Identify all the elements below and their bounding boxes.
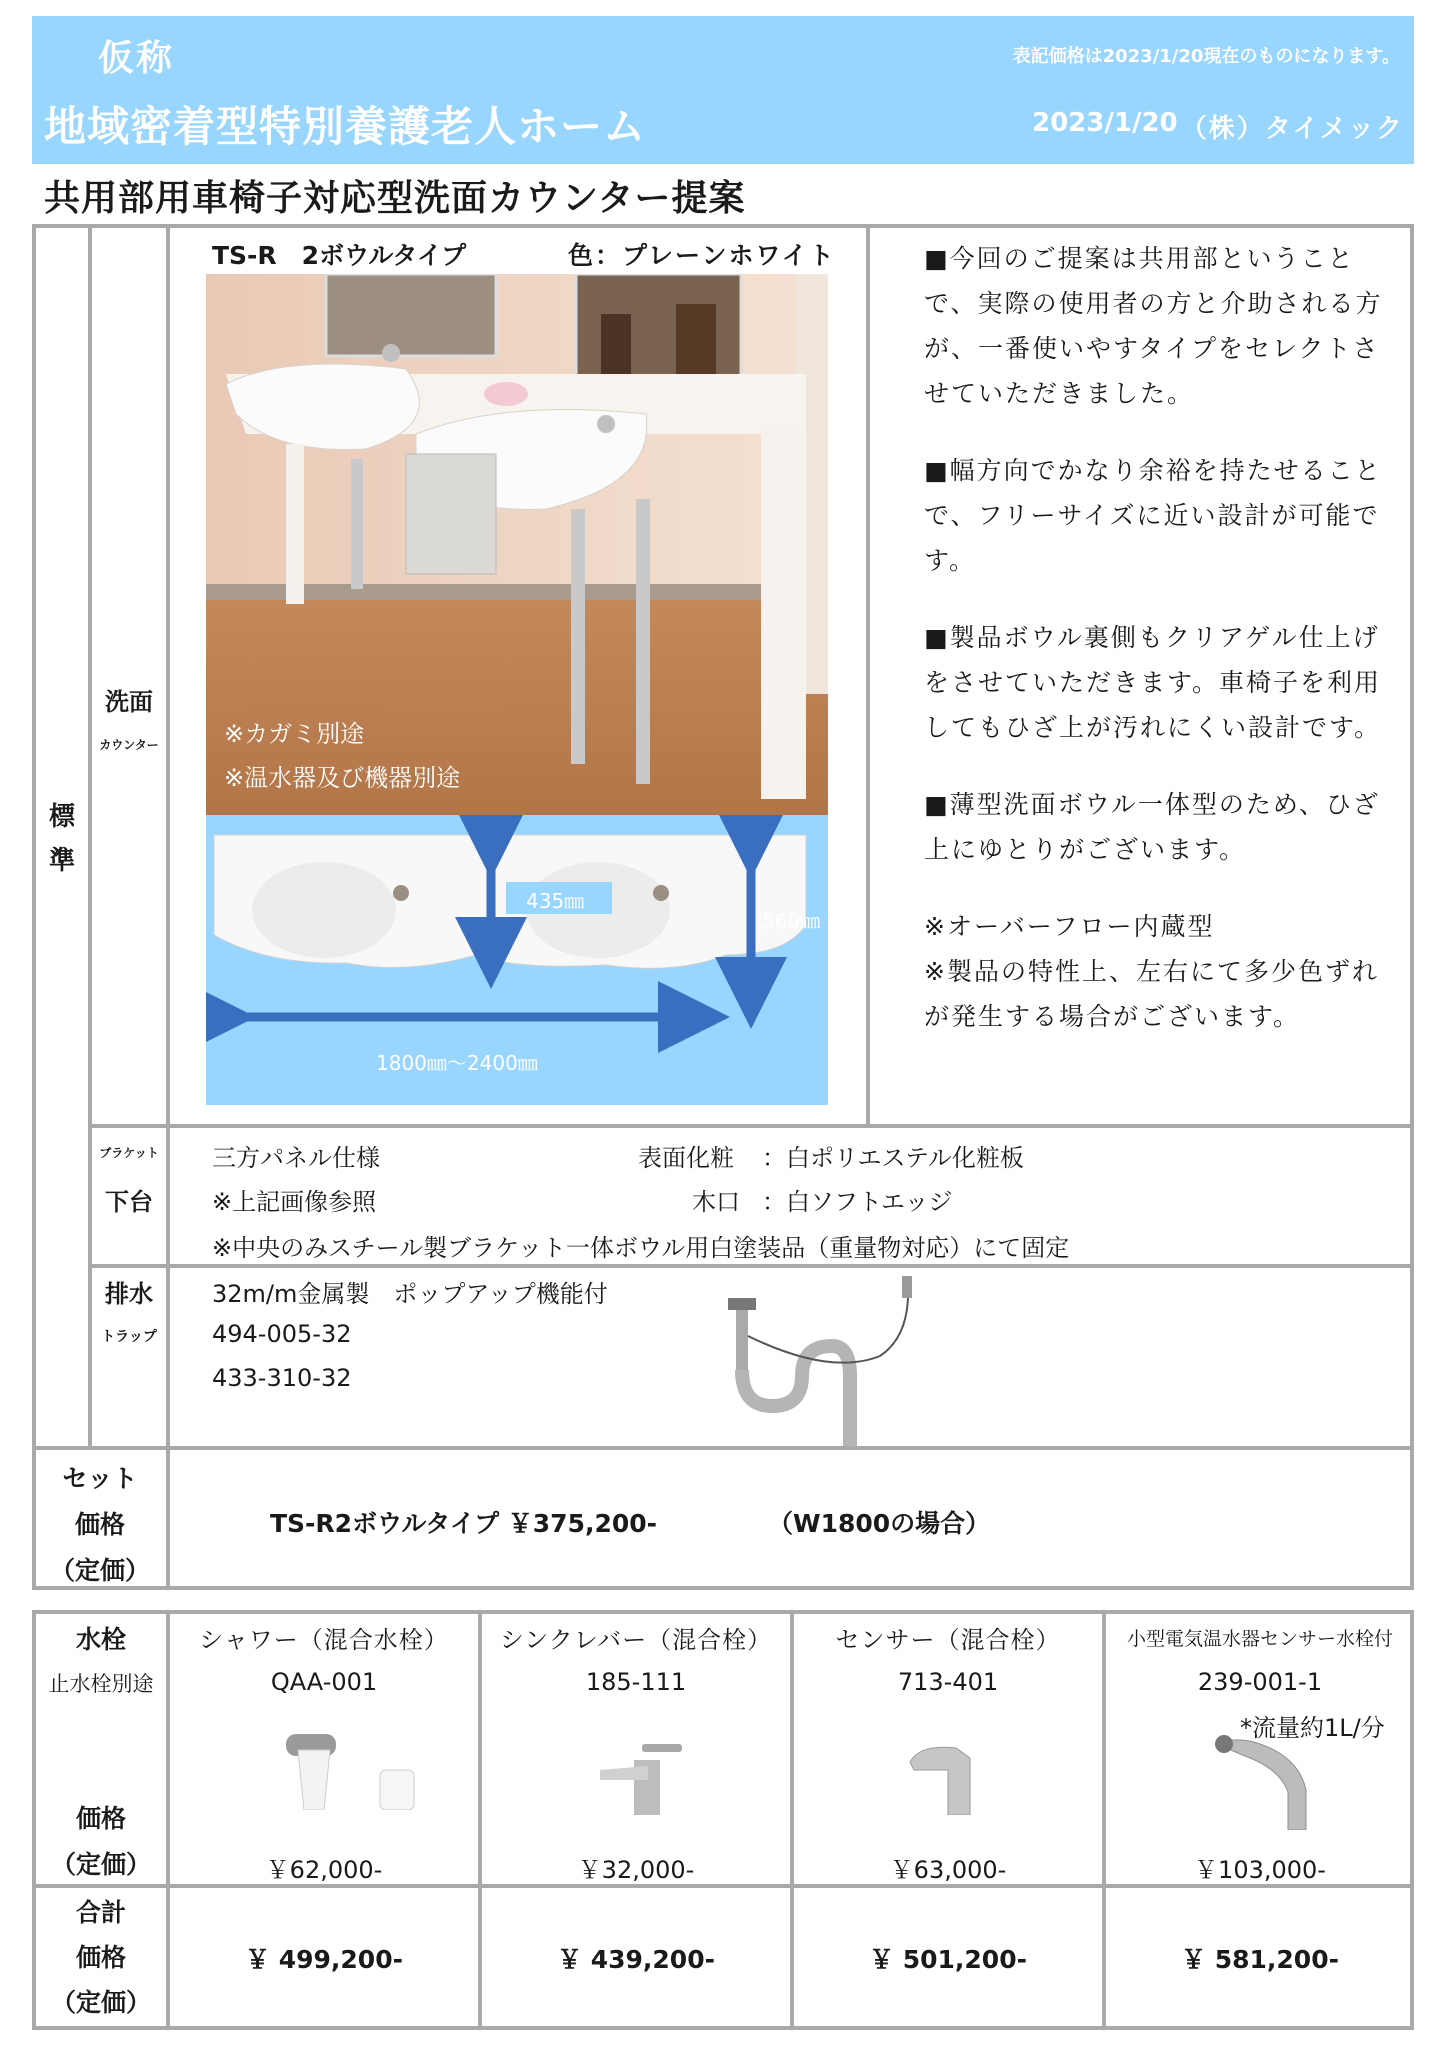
- standard-label-2: 準: [48, 846, 75, 876]
- standard-label-1: 標: [48, 802, 75, 832]
- header-banner: [32, 16, 1414, 164]
- dimension-depth: 560㎜: [762, 909, 821, 933]
- finish-label: 表面化粧: [638, 1144, 734, 1172]
- faucet-name-heater-sensor: 小型電気温水器センサー水栓付: [1126, 1628, 1393, 1650]
- drain-sublabel: トラップ: [101, 1329, 157, 1345]
- set-price-label-line: 価格: [74, 1510, 125, 1539]
- set-price-value: TS-R2ボウルタイプ ￥375,200-: [270, 1509, 658, 1538]
- photo-note-mirror: ※カガミ別途: [224, 720, 365, 748]
- heater-sensor-faucet-icon: [1210, 1730, 1350, 1830]
- faucet-price-sensor: ￥63,000-: [889, 1856, 1007, 1884]
- drain-code-1: 494-005-32: [212, 1320, 352, 1348]
- set-price-label-line: セット: [62, 1464, 138, 1493]
- description-paragraph: ■製品ボウル裏側もクリアゲル仕上げをさせていただきます。車椅子を利用してもひざ上が汚れにくい設計です。: [924, 623, 1382, 742]
- facility-title: 地域密着型特別養護老人ホーム: [44, 102, 647, 151]
- edge-value: ：白ソフトエッジ: [762, 1188, 953, 1216]
- divider: [166, 224, 170, 1590]
- photo-note-heater: ※温水器及び機器別途: [224, 764, 461, 792]
- total-label-line: 合計: [75, 1898, 126, 1927]
- divider: [32, 1446, 1414, 1450]
- total-label: [36, 1890, 166, 2025]
- divider: [866, 224, 870, 1128]
- page-title: 共用部用車椅子対応型洗面カウンター提案: [44, 178, 746, 219]
- shower-faucet-icon: [278, 1720, 428, 1810]
- description-paragraph: ■幅方向でかなり余裕を持たせることで、フリーサイズに近い設計が可能です。: [924, 456, 1382, 575]
- faucet-label: 水栓: [75, 1625, 126, 1654]
- drain-code-2: 433-310-32: [212, 1364, 352, 1392]
- total-price-shower: ￥ 499,200-: [245, 1945, 403, 1974]
- faucet-code-heater-sensor: 239-001-1: [1197, 1668, 1323, 1696]
- proposal-description: [924, 236, 1402, 1039]
- counter-dimension-diagram: [206, 815, 828, 1105]
- faucet-sublabel: 止水栓別途: [48, 1672, 154, 1696]
- description-paragraph: ■今回のご提案は共用部ということで、実際の使用者の方と介助される方が、一番使いやすタイプをセレクトさせていただきました。: [924, 244, 1383, 408]
- description-paragraph: ■薄型洗面ボウル一体型のため、ひざ上にゆとりがございます。: [924, 790, 1380, 864]
- base-sublabel: ブラケット: [99, 1146, 159, 1160]
- base-spec-1: 三方パネル仕様: [212, 1144, 380, 1172]
- counter-photo: [206, 274, 828, 815]
- total-price-sensor: ￥ 501,200-: [869, 1945, 1027, 1974]
- total-label-line: 価格: [75, 1943, 126, 1972]
- base-spec-3: ※中央のみスチール製ブラケット一体ボウル用白塗装品（重量物対応）にて固定: [212, 1234, 1070, 1262]
- set-price-label-line: （定価）: [49, 1556, 150, 1585]
- drain-spec: 32m/m金属製 ポップアップ機能付: [212, 1280, 608, 1308]
- drain-label: 排水: [105, 1280, 153, 1308]
- provisional-label: 仮称: [98, 38, 175, 79]
- faucet-price-single-lever: ￥32,000-: [577, 1856, 695, 1884]
- dimension-width: 1800㎜～2400㎜: [376, 1051, 538, 1075]
- faucet-code-shower: QAA-001: [270, 1668, 378, 1696]
- price-note: 表記価格は2023/1/20現在のものになります。: [1012, 46, 1400, 67]
- total-label-line: （定価）: [50, 1988, 151, 2017]
- divider: [88, 1124, 1414, 1128]
- set-price-note: （W1800の場合）: [768, 1509, 991, 1538]
- company-name: （株）タイメック: [1180, 114, 1404, 144]
- faucet-price-shower: ￥62,000-: [265, 1856, 383, 1884]
- faucet-name-sensor: センサー（混合栓）: [835, 1626, 1061, 1654]
- faucet-code-single-lever: 185-111: [585, 1668, 687, 1696]
- base-spec-2: ※上記画像参照: [212, 1188, 377, 1216]
- faucet-name-single-lever: シンクレバー（混合栓）: [499, 1626, 773, 1654]
- set-price-label: [36, 1456, 164, 1594]
- finish-value: ：白ポリエステル化粧板: [762, 1144, 1024, 1172]
- description-note: ※製品の特性上、左右にて多少色ずれが発生する場合がございます。: [924, 957, 1379, 1031]
- document-date: 2023/1/20: [1032, 108, 1178, 138]
- edge-label: 木口: [692, 1188, 740, 1216]
- description-note: ※オーバーフロー内蔵型: [924, 912, 1215, 941]
- faucet-price-heater-sensor: ￥103,000-: [1194, 1856, 1326, 1884]
- faucet-price-label: [36, 1796, 166, 1888]
- faucet-flow-note: *流量約1L/分: [1240, 1714, 1385, 1742]
- counter-label: 洗面: [105, 688, 153, 716]
- counter-model: TS-R 2ボウルタイプ: [212, 241, 467, 270]
- total-price-heater-sensor: ￥ 581,200-: [1181, 1945, 1339, 1974]
- faucet-name-shower: シャワー（混合水栓）: [199, 1626, 449, 1654]
- single-lever-faucet-icon: [590, 1740, 690, 1815]
- divider: [88, 1264, 1414, 1268]
- base-label: 下台: [105, 1188, 153, 1216]
- dimension-bowl-depth: 435㎜: [526, 889, 585, 913]
- faucet-price-label-line: 価格: [75, 1804, 126, 1833]
- faucet-price-label-line: （定価）: [50, 1850, 151, 1879]
- counter-color: 色：プレーンホワイト: [568, 241, 836, 270]
- total-price-single-lever: ￥ 439,200-: [557, 1945, 715, 1974]
- counter-sublabel: カウンター: [99, 738, 159, 752]
- drain-trap-illustration: [710, 1276, 950, 1446]
- sensor-faucet-icon: [900, 1740, 1000, 1815]
- faucet-code-sensor: 713-401: [897, 1668, 999, 1696]
